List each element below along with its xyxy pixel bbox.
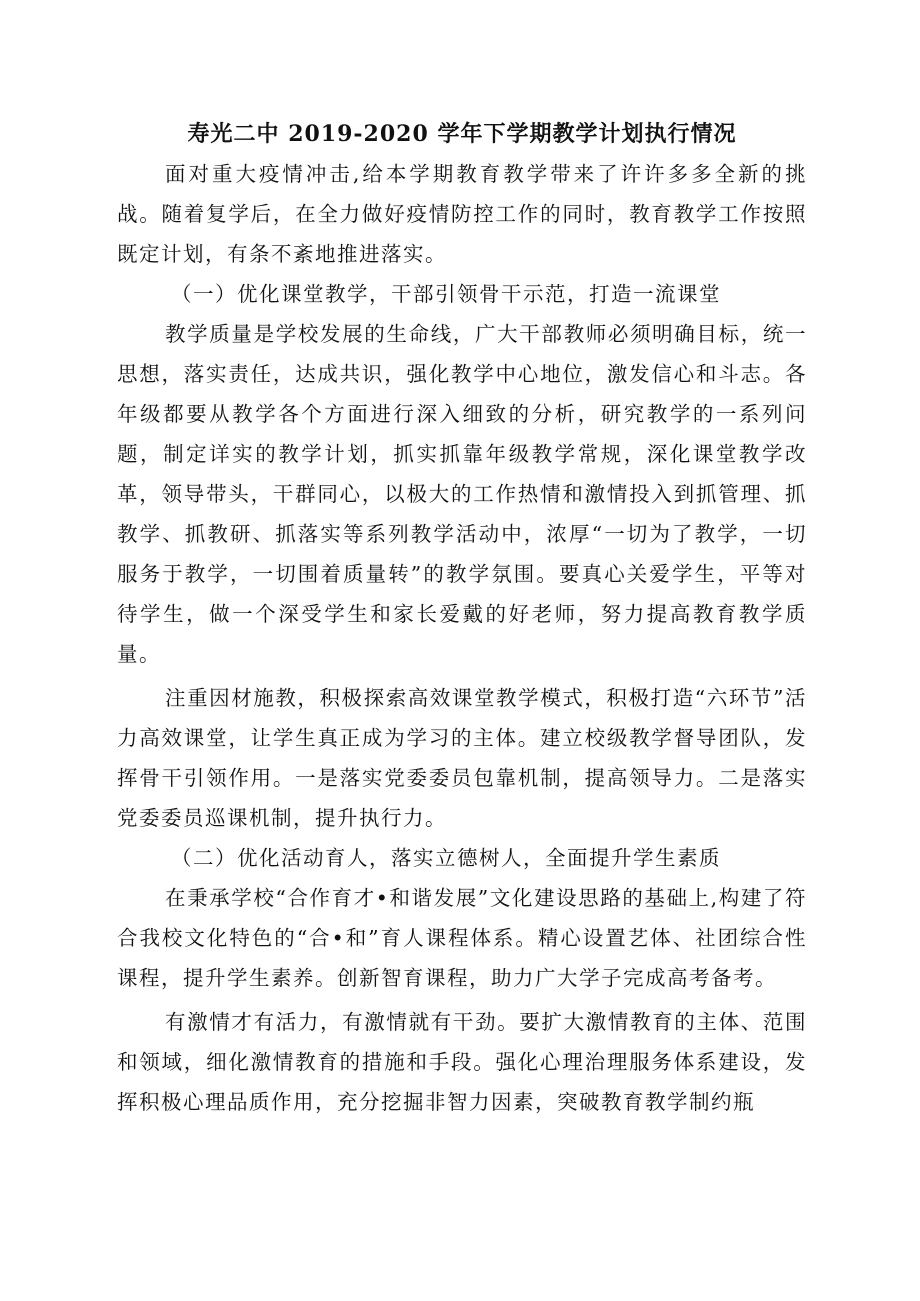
section-2-paragraph-2: 有激情才有活力，有激情就有干劲。要扩大激情教育的主体、范围和领域，细化激情教育的措施和手段。强化心理治理服务体系建设，发挥积极心理品质作用，充分挖掘非智力因素，突破教育教学制约瓶 [117,1010,807,1114]
document-title: 寿光二中 2019-2020 学年下学期教学计划执行情况 [187,121,737,147]
intro-paragraph: 面对重大疫情冲击,给本学期教育教学带来了许许多多全新的挑战。随着复学后，在全力做好疫情防控工作的同时，教育教学工作按照既定计划，有条不紊地推进落实。 [117,162,807,266]
section-1-heading: （一）优化课堂教学，干部引领骨干示范，打造一流课堂 [171,282,721,306]
section-1-paragraph-2: 注重因材施教，积极探索高效课堂教学模式，积极打造“六环节”活力高效课堂，让学生真正成为学习的主体。建立校级教学督导团队，发挥骨干引领作用。一是落实党委委员包靠机制，提高领导力。二是落实党委委员巡课机制，提升执行力。 [117,686,807,830]
section-2-heading: （二）优化活动育人，落实立德树人，全面提升学生素质 [171,846,721,870]
section-1-paragraph-1: 教学质量是学校发展的生命线，广大干部教师必须明确目标，统一思想，落实责任，达成共识，强化教学中心地位，激发信心和斗志。各年级都要从教学各个方面进行深入细致的分析，研究教学的一系列问题，制定详实的教学计划，抓实抓靠年级教学常规，深化课堂教学改革，领导带头，干群同心，以极大的工作热情和激情投入到抓管理、抓教学、抓教研、抓落实等系列教学活动中，浓厚“一切为了教学，一切服务于教学，一切围着质量转”的教学氛围。要真心关爱学生，平等对待学生，做一个深受学生和家长爱戴的好老师，努力提高教育教学质量。 [117,322,807,666]
document-page [117,118,807,1122]
section-2-paragraph-1: 在秉承学校“合作育才•和谐发展”文化建设思路的基础上,构建了符合我校文化特色的“合•和”育人课程体系。精心设置艺体、社团综合性课程，提升学生素养。创新智育课程，助力广大学子完成高考备考。 [117,886,807,990]
